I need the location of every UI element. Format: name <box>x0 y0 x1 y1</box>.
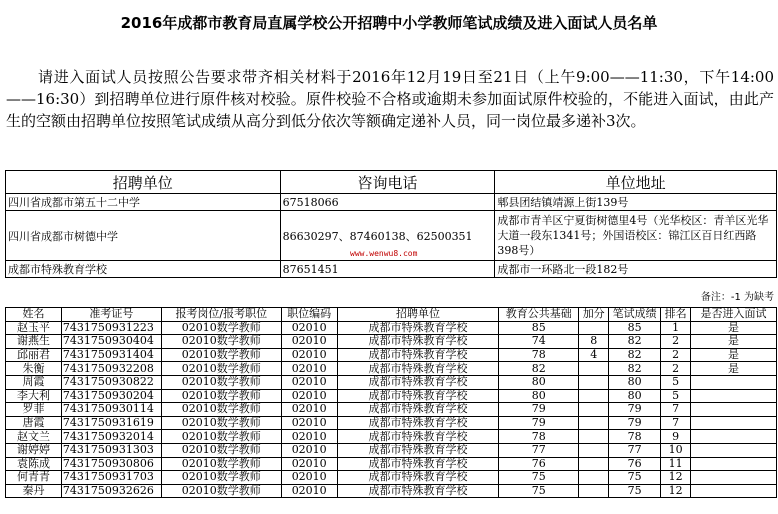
table-row <box>6 484 777 498</box>
candidate-name: 袁陈成 <box>6 457 62 471</box>
position: 02010数学教师 <box>161 471 281 485</box>
candidate-name: 邱丽君 <box>6 348 62 362</box>
bonus <box>579 321 609 335</box>
position-code: 02010 <box>281 430 337 444</box>
notice-paragraph: 请进入面试人员按照公告要求带齐相关材料于2016年12月19日至21日（上午9:00——11:30，下午14:00——16:30）到招聘单位进行原件核对校验。原件校验不合格或逾期未参加面试原件校验的，不能进入面试，由此产生的空额由招聘单位按照笔试成绩从高分到低分依次等额确定递补人员，同一岗位最多递补3次。 <box>6 68 774 130</box>
unit: 成都市特殊教育学校 <box>337 321 499 335</box>
units-header-unit: 招聘单位 <box>6 171 281 194</box>
units-header-address: 单位地址 <box>495 171 777 194</box>
position-code: 02010 <box>281 457 337 471</box>
exam-id: 7431750930806 <box>61 457 161 471</box>
position: 02010数学教师 <box>161 389 281 403</box>
units-table <box>5 170 777 278</box>
exam-id: 7431750931619 <box>61 416 161 430</box>
position: 02010数学教师 <box>161 375 281 389</box>
basic-score: 79 <box>499 403 579 417</box>
exam-id: 7431750931404 <box>61 348 161 362</box>
table-row <box>6 321 777 335</box>
bonus <box>579 389 609 403</box>
watermark-text: www.wenwu8.com <box>350 249 418 258</box>
table-row <box>6 403 777 417</box>
interview-status <box>691 443 777 457</box>
rank: 7 <box>661 403 691 417</box>
basic-score: 75 <box>499 471 579 485</box>
candidate-name: 赵文兰 <box>6 430 62 444</box>
candidate-name: 李大利 <box>6 389 62 403</box>
position: 02010数学教师 <box>161 443 281 457</box>
exam-id: 7431750931703 <box>61 471 161 485</box>
unit: 成都市特殊教育学校 <box>337 348 499 362</box>
unit: 成都市特殊教育学校 <box>337 484 499 498</box>
unit-phone: 67518066 <box>280 194 495 211</box>
position: 02010数学教师 <box>161 348 281 362</box>
header-unit: 招聘单位 <box>337 308 499 322</box>
basic-score: 78 <box>499 348 579 362</box>
unit-address: 郫县团结镇靖源上街139号 <box>495 194 777 211</box>
basic-score: 78 <box>499 430 579 444</box>
rank: 11 <box>661 457 691 471</box>
interview-status <box>691 430 777 444</box>
unit-name: 四川省成都市树德中学 <box>6 211 281 261</box>
bonus: 8 <box>579 335 609 349</box>
position: 02010数学教师 <box>161 362 281 376</box>
exam-id: 7431750932626 <box>61 484 161 498</box>
position: 02010数学教师 <box>161 457 281 471</box>
interview-status <box>691 416 777 430</box>
rank: 12 <box>661 471 691 485</box>
exam-id: 7431750930204 <box>61 389 161 403</box>
position: 02010数学教师 <box>161 416 281 430</box>
position-code: 02010 <box>281 362 337 376</box>
table-row <box>6 443 777 457</box>
written-score: 77 <box>609 443 661 457</box>
position-code: 02010 <box>281 471 337 485</box>
header-basic-score: 教育公共基础 <box>499 308 579 322</box>
interview-status <box>691 375 777 389</box>
unit: 成都市特殊教育学校 <box>337 389 499 403</box>
table-row <box>6 335 777 349</box>
candidate-name: 唐霞 <box>6 416 62 430</box>
unit-address: 成都市一环路北一段182号 <box>495 261 777 278</box>
interview-status: 是 <box>691 335 777 349</box>
interview-status <box>691 484 777 498</box>
exam-id: 7431750932014 <box>61 430 161 444</box>
basic-score: 80 <box>499 375 579 389</box>
written-score: 85 <box>609 321 661 335</box>
rank: 1 <box>661 321 691 335</box>
written-score: 79 <box>609 416 661 430</box>
table-row <box>6 348 777 362</box>
written-score: 80 <box>609 389 661 403</box>
basic-score: 82 <box>499 362 579 376</box>
header-name: 姓名 <box>6 308 62 322</box>
written-score: 82 <box>609 335 661 349</box>
scores-table <box>5 307 777 498</box>
candidate-name: 赵玉平 <box>6 321 62 335</box>
header-exam-id: 准考证号 <box>61 308 161 322</box>
interview-status: 是 <box>691 321 777 335</box>
written-score: 76 <box>609 457 661 471</box>
candidate-name: 谢婷婷 <box>6 443 62 457</box>
position-code: 02010 <box>281 375 337 389</box>
bonus <box>579 362 609 376</box>
interview-status: 是 <box>691 348 777 362</box>
exam-id: 7431750930404 <box>61 335 161 349</box>
header-position-code: 职位编码 <box>281 308 337 322</box>
rank: 7 <box>661 416 691 430</box>
written-score: 75 <box>609 484 661 498</box>
position-code: 02010 <box>281 321 337 335</box>
exam-id: 7431750930114 <box>61 403 161 417</box>
written-score: 79 <box>609 403 661 417</box>
written-score: 78 <box>609 430 661 444</box>
unit-address: 成都市青羊区宁夏街树德里4号（光华校区：青羊区光华大道一段东1341号；外国语校区：锦江区百日红西路398号） <box>495 211 777 261</box>
interview-status <box>691 471 777 485</box>
header-interview: 是否进入面试 <box>691 308 777 322</box>
table-row <box>6 457 777 471</box>
position-code: 02010 <box>281 348 337 362</box>
unit: 成都市特殊教育学校 <box>337 375 499 389</box>
scores-header-row <box>6 308 777 322</box>
bonus <box>579 457 609 471</box>
written-score: 75 <box>609 471 661 485</box>
bonus <box>579 375 609 389</box>
position: 02010数学教师 <box>161 321 281 335</box>
rank: 2 <box>661 362 691 376</box>
written-score: 80 <box>609 375 661 389</box>
candidate-name: 罗菲 <box>6 403 62 417</box>
basic-score: 80 <box>499 389 579 403</box>
position: 02010数学教师 <box>161 335 281 349</box>
unit: 成都市特殊教育学校 <box>337 457 499 471</box>
exam-id: 7431750931303 <box>61 443 161 457</box>
unit: 成都市特殊教育学校 <box>337 443 499 457</box>
table-row <box>6 362 777 376</box>
unit: 成都市特殊教育学校 <box>337 416 499 430</box>
rank: 5 <box>661 389 691 403</box>
position-code: 02010 <box>281 389 337 403</box>
bonus <box>579 443 609 457</box>
bonus <box>579 471 609 485</box>
bonus <box>579 430 609 444</box>
remark-note: 备注：-1 为缺考 <box>700 292 774 303</box>
position: 02010数学教师 <box>161 484 281 498</box>
unit-phone: 87651451 <box>280 261 495 278</box>
rank: 9 <box>661 430 691 444</box>
position: 02010数学教师 <box>161 403 281 417</box>
unit: 成都市特殊教育学校 <box>337 471 499 485</box>
units-header-phone: 咨询电话 <box>280 171 495 194</box>
basic-score: 85 <box>499 321 579 335</box>
rank: 5 <box>661 375 691 389</box>
position-code: 02010 <box>281 335 337 349</box>
units-header-row <box>6 171 777 194</box>
unit: 成都市特殊教育学校 <box>337 362 499 376</box>
exam-id: 7431750930822 <box>61 375 161 389</box>
written-score: 82 <box>609 362 661 376</box>
exam-id: 7431750931223 <box>61 321 161 335</box>
bonus <box>579 416 609 430</box>
units-row <box>6 261 777 278</box>
position-code: 02010 <box>281 484 337 498</box>
basic-score: 77 <box>499 443 579 457</box>
unit-name: 成都市特殊教育学校 <box>6 261 281 278</box>
interview-status: 是 <box>691 362 777 376</box>
candidate-name: 谢燕生 <box>6 335 62 349</box>
position-code: 02010 <box>281 443 337 457</box>
basic-score: 74 <box>499 335 579 349</box>
unit: 成都市特殊教育学校 <box>337 403 499 417</box>
bonus <box>579 403 609 417</box>
basic-score: 79 <box>499 416 579 430</box>
candidate-name: 朱衡 <box>6 362 62 376</box>
rank: 10 <box>661 443 691 457</box>
unit: 成都市特殊教育学校 <box>337 335 499 349</box>
position: 02010数学教师 <box>161 430 281 444</box>
rank: 2 <box>661 348 691 362</box>
basic-score: 76 <box>499 457 579 471</box>
table-row <box>6 375 777 389</box>
header-written-score: 笔试成绩 <box>609 308 661 322</box>
bonus: 4 <box>579 348 609 362</box>
table-row <box>6 471 777 485</box>
basic-score: 75 <box>499 484 579 498</box>
header-bonus: 加分 <box>579 308 609 322</box>
units-row <box>6 194 777 211</box>
candidate-name: 何青青 <box>6 471 62 485</box>
written-score: 82 <box>609 348 661 362</box>
table-row <box>6 389 777 403</box>
bonus <box>579 484 609 498</box>
position-code: 02010 <box>281 403 337 417</box>
rank: 2 <box>661 335 691 349</box>
header-rank: 排名 <box>661 308 691 322</box>
interview-status <box>691 389 777 403</box>
unit-phone: 86630297、87460138、62500351 <box>280 211 495 261</box>
table-row <box>6 416 777 430</box>
unit-name: 四川省成都市第五十二中学 <box>6 194 281 211</box>
page-title: 2016年成都市教育局直属学校公开招聘中小学教师笔试成绩及进入面试人员名单 <box>120 14 658 32</box>
position-code: 02010 <box>281 416 337 430</box>
candidate-name: 秦丹 <box>6 484 62 498</box>
exam-id: 7431750932208 <box>61 362 161 376</box>
header-position: 报考岗位/报考职位 <box>161 308 281 322</box>
interview-status <box>691 403 777 417</box>
candidate-name: 周霞 <box>6 375 62 389</box>
unit: 成都市特殊教育学校 <box>337 430 499 444</box>
rank: 12 <box>661 484 691 498</box>
table-row <box>6 430 777 444</box>
interview-status <box>691 457 777 471</box>
